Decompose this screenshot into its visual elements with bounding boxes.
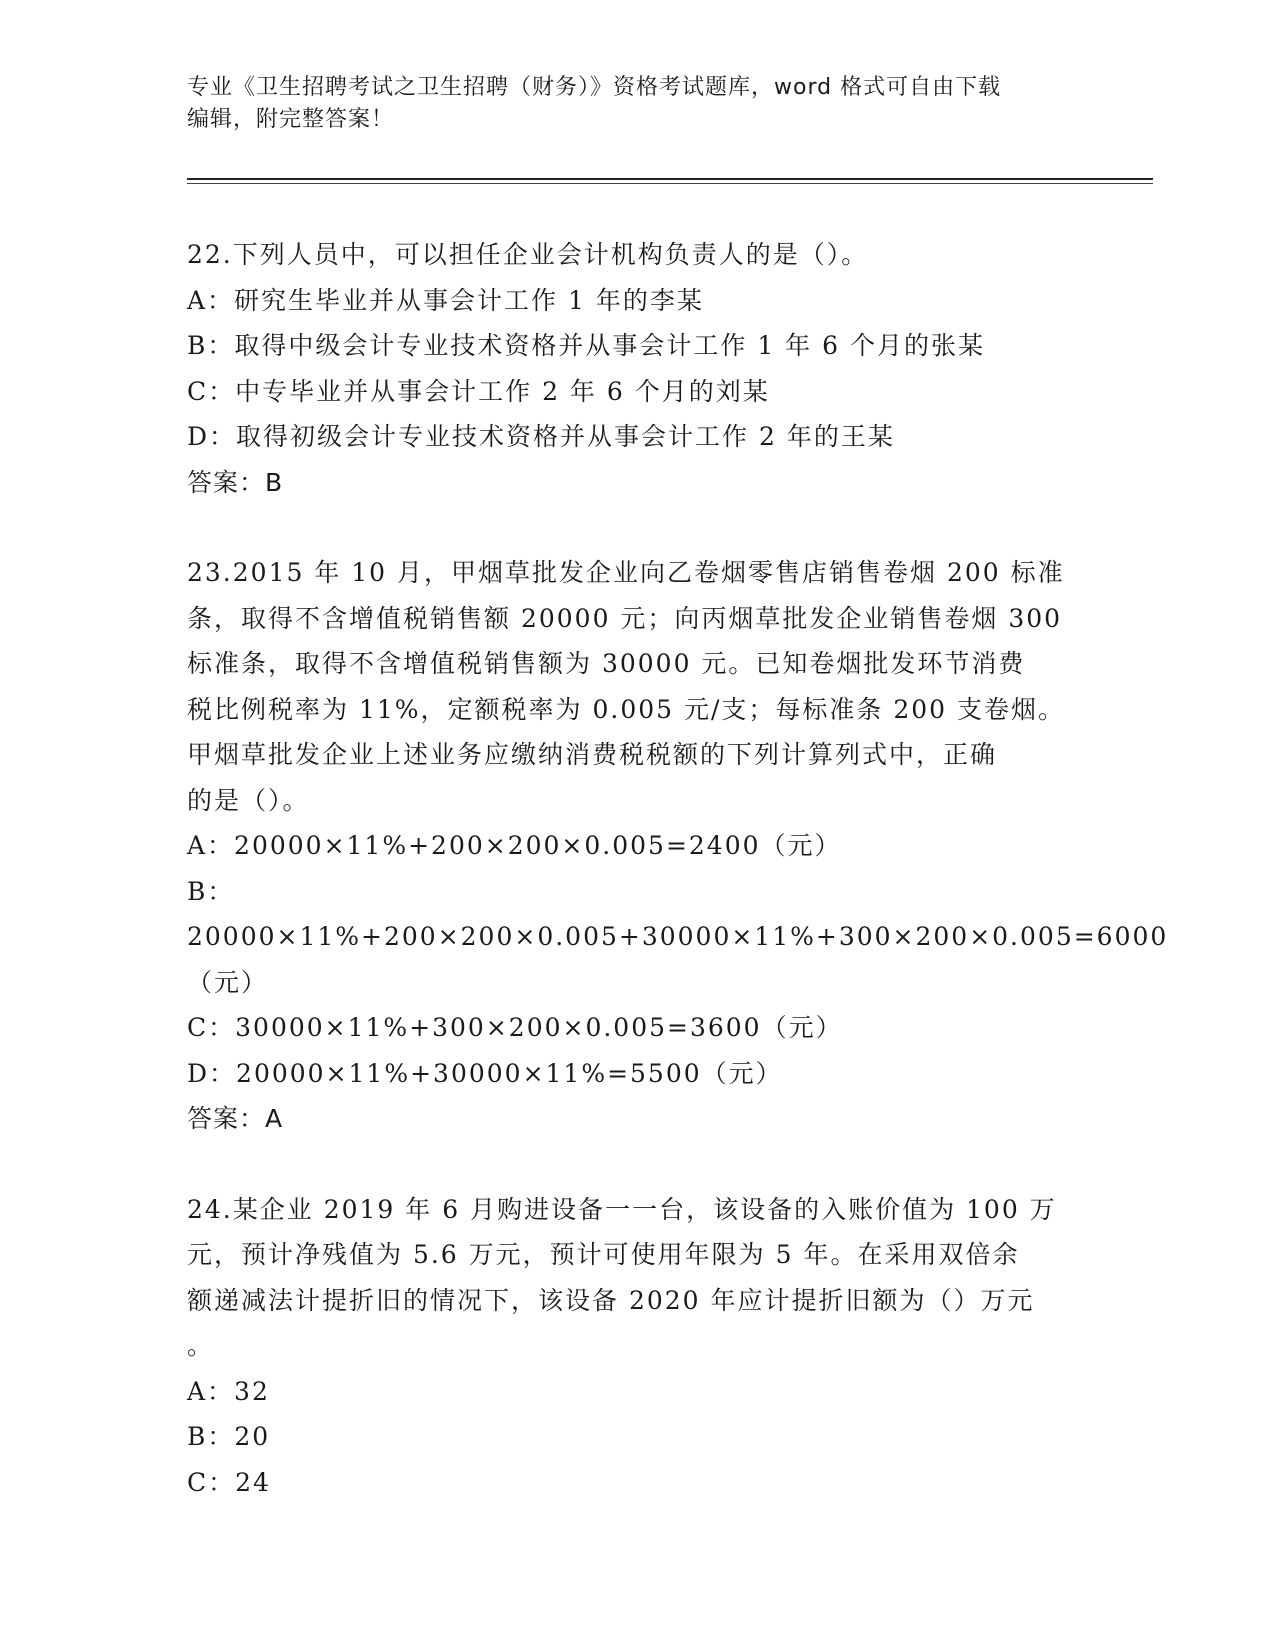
option-d: D：取得初级会计专业技术资格并从事会计工作 2 年的王某 xyxy=(187,422,895,451)
answer: 答案：A xyxy=(187,1104,284,1133)
option-c: C：30000×11%+300×200×0.005=3600（元） xyxy=(187,1013,843,1042)
question-text-line: 的是（）。 xyxy=(187,785,310,815)
option-a: A：32 xyxy=(187,1376,270,1406)
question-text-line: 额递减法计提折旧的情况下，该设备 2020 年应计提折旧额为（）万元 xyxy=(187,1285,1035,1315)
question-text-line: 。 xyxy=(187,1331,215,1360)
question-text-line: 条，取得不含增值税销售额 20000 元；向丙烟草批发企业销售卷烟 300 xyxy=(187,603,1063,633)
header-divider-thick xyxy=(187,178,1153,180)
option-c: C：中专毕业并从事会计工作 2 年 6 个月的刘某 xyxy=(187,376,770,406)
option-a: A：20000×11%+200×200×0.005=2400（元） xyxy=(187,831,842,860)
option-c: C：24 xyxy=(187,1467,271,1497)
question-24 xyxy=(187,1187,1087,1506)
question-text-line: 24.某企业 2019 年 6 月购进设备一一台，该设备的入账价值为 100 万 xyxy=(187,1194,1057,1224)
header-line-1: 专业《卫生招聘考试之卫生招聘（财务）》资格考试题库，word 格式可自由下载 xyxy=(187,75,1002,100)
option-b: B：取得中级会计专业技术资格并从事会计工作 1 年 6 个月的张某 xyxy=(187,331,985,360)
option-b: B：20000×11%+200×200×0.005+30000×11%+300×200×0.005=6000 xyxy=(187,876,1169,951)
question-text-line: 甲烟草批发企业上述业务应缴纳消费税税额的下列计算列式中，正确 xyxy=(187,740,998,769)
option-b: B：20 xyxy=(187,1422,271,1451)
answer: 答案：B xyxy=(187,467,284,497)
question-23 xyxy=(187,550,1169,1142)
question-text-line: 元，预计净残值为 5.6 万元，预计可使用年限为 5 年。在采用双倍余 xyxy=(187,1240,1020,1269)
header-line-2: 编辑，附完整答案！ xyxy=(187,107,395,132)
option-d: D：20000×11%+30000×11%=5500（元） xyxy=(187,1058,783,1088)
question-text-line: 标准条，取得不含增值税销售额为 30000 元。已知卷烟批发环节消费 xyxy=(187,649,1026,678)
option-a: A：研究生毕业并从事会计工作 1 年的李某 xyxy=(187,285,704,315)
question-text-line: 23.2015 年 10 月，甲烟草批发企业向乙卷烟零售店销售卷烟 200 标准 xyxy=(187,558,1065,587)
question-text-line: 税比例税率为 11%，定额税率为 0.005 元/支；每标准条 200 支卷烟。 xyxy=(187,694,1066,724)
question-list xyxy=(187,232,1169,1550)
header-divider-thin xyxy=(187,183,1153,184)
question-text: 22.下列人员中，可以担任企业会计机构负责人的是（）。 xyxy=(187,240,869,269)
question-22 xyxy=(187,232,1087,505)
document-header xyxy=(187,72,1067,136)
option-b-continued: （元） xyxy=(187,967,269,997)
